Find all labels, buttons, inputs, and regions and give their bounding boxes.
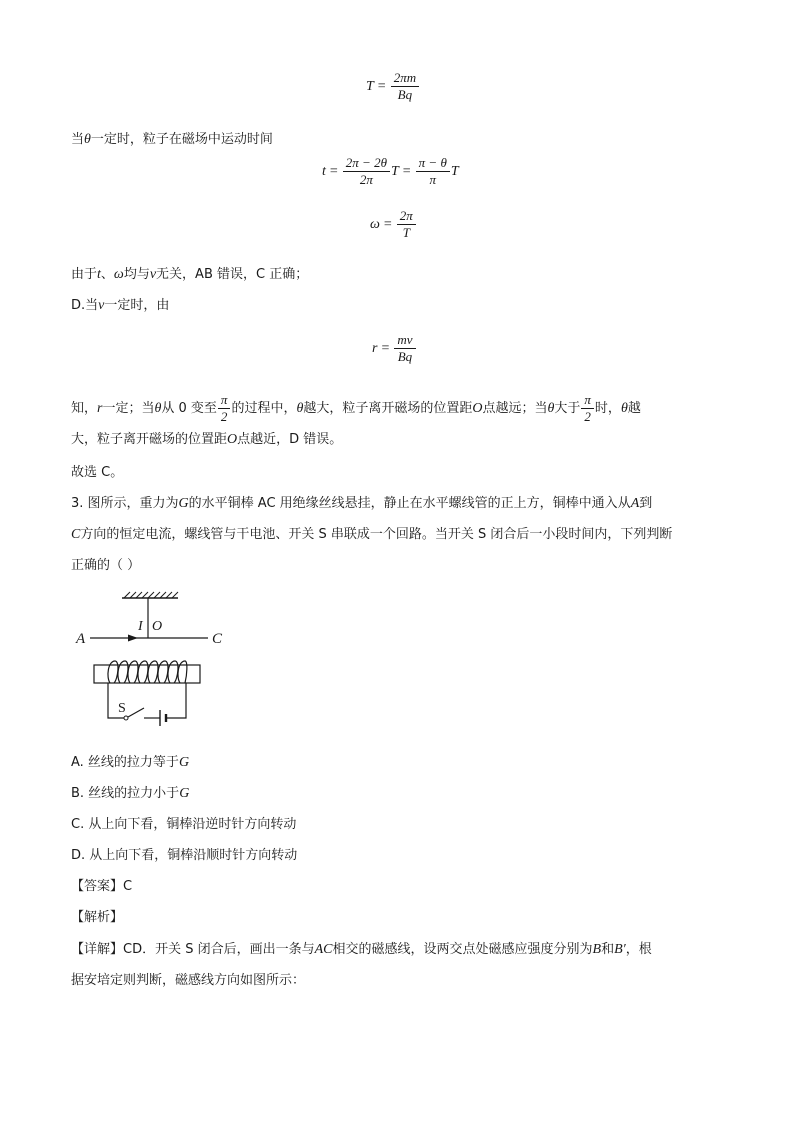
period-denominator: Bq: [397, 87, 413, 102]
analysis-label: 【解析】: [71, 910, 124, 925]
period-fraction: [391, 70, 419, 103]
period-equation: T = $\frac{2\pi m}{Bq}$: [366, 70, 420, 103]
label-c: C: [212, 631, 223, 647]
option-d-analysis-line: D.当v一定时，由: [71, 298, 170, 313]
independence-line: 由于t、ω均与v无关，AB 错误，C 正确；: [71, 267, 309, 282]
answer-label: 【答案】: [71, 879, 124, 894]
detail-line1: 【详解】CD．开关 S 闭合后，画出一条与AC相交的磁感线，设两交点处磁感应强度分别为B和B′，根: [71, 942, 652, 957]
know-paragraph-line2: 大，粒子离开磁场的位置距O点越近，D 错误。: [71, 432, 343, 447]
circuit-figure: [68, 585, 238, 735]
period-numerator: 2πm: [391, 70, 419, 87]
label-i: I: [138, 619, 143, 634]
period-lhs: T: [366, 78, 374, 94]
ceiling-hatch: [124, 592, 178, 598]
know-paragraph-line1: 知，r一定；当θ从 0 变至 $\frac{\pi}{2}$ 的过程中，θ越大，粒子离开磁场的位置距O点越远；当θ大于 $\frac{\pi}{2}$ 时，θ越: [71, 392, 641, 424]
circuit-wire-right: [166, 683, 186, 718]
time-equation: t = $\frac{2\pi - 2\theta}{2\pi}$ T = $\frac{\pi - \theta}{\pi}$ T: [322, 155, 459, 187]
option-d[interactable]: D. 从上向下看，铜棒沿顺时针方向转动: [71, 848, 298, 863]
radius-equation: r = $\frac{mv}{Bq}$: [372, 332, 417, 365]
detail-line2: 据安培定则判断，磁感线方向如图所示：: [71, 973, 306, 988]
theta-fixed-line: 当θ一定时，粒子在磁场中运动时间: [71, 132, 273, 147]
solenoid-coils: [108, 661, 187, 683]
answer-line: [71, 877, 132, 897]
label-s: S: [118, 701, 126, 716]
current-arrow: [128, 635, 138, 642]
answer-value: C: [123, 879, 133, 894]
label-o: O: [152, 619, 163, 634]
option-c[interactable]: C. 从上向下看，铜棒沿逆时针方向转动: [71, 817, 297, 832]
option-b[interactable]: B. 丝线的拉力小于G: [71, 786, 190, 801]
switch-pivot: [124, 716, 128, 720]
time-fraction-2: $\frac{\pi - \theta}{\pi}$: [416, 155, 450, 188]
time-fraction-1: $\frac{2\pi - 2\theta}{2\pi}$: [343, 155, 390, 188]
label-a: A: [76, 631, 86, 647]
switch-blade: [128, 708, 144, 717]
choose-line: 故选 C。: [71, 465, 124, 480]
omega-equation: ω = $\frac{2\pi}{T}$: [370, 208, 417, 241]
question-3-line1: 3. 图所示，重力为G的水平铜棒 AC 用绝缘丝线悬挂，静止在水平螺线管的正上方，铜棒中通入从A到: [71, 496, 653, 511]
question-3-line2: C方向的恒定电流，螺线管与干电池、开关 S 串联成一个回路。当开关 S 闭合后一小段时间内，下列判断: [71, 527, 673, 542]
option-a[interactable]: A. 丝线的拉力等于G: [71, 755, 190, 770]
question-3-line3: 正确的（ ）: [71, 558, 141, 573]
